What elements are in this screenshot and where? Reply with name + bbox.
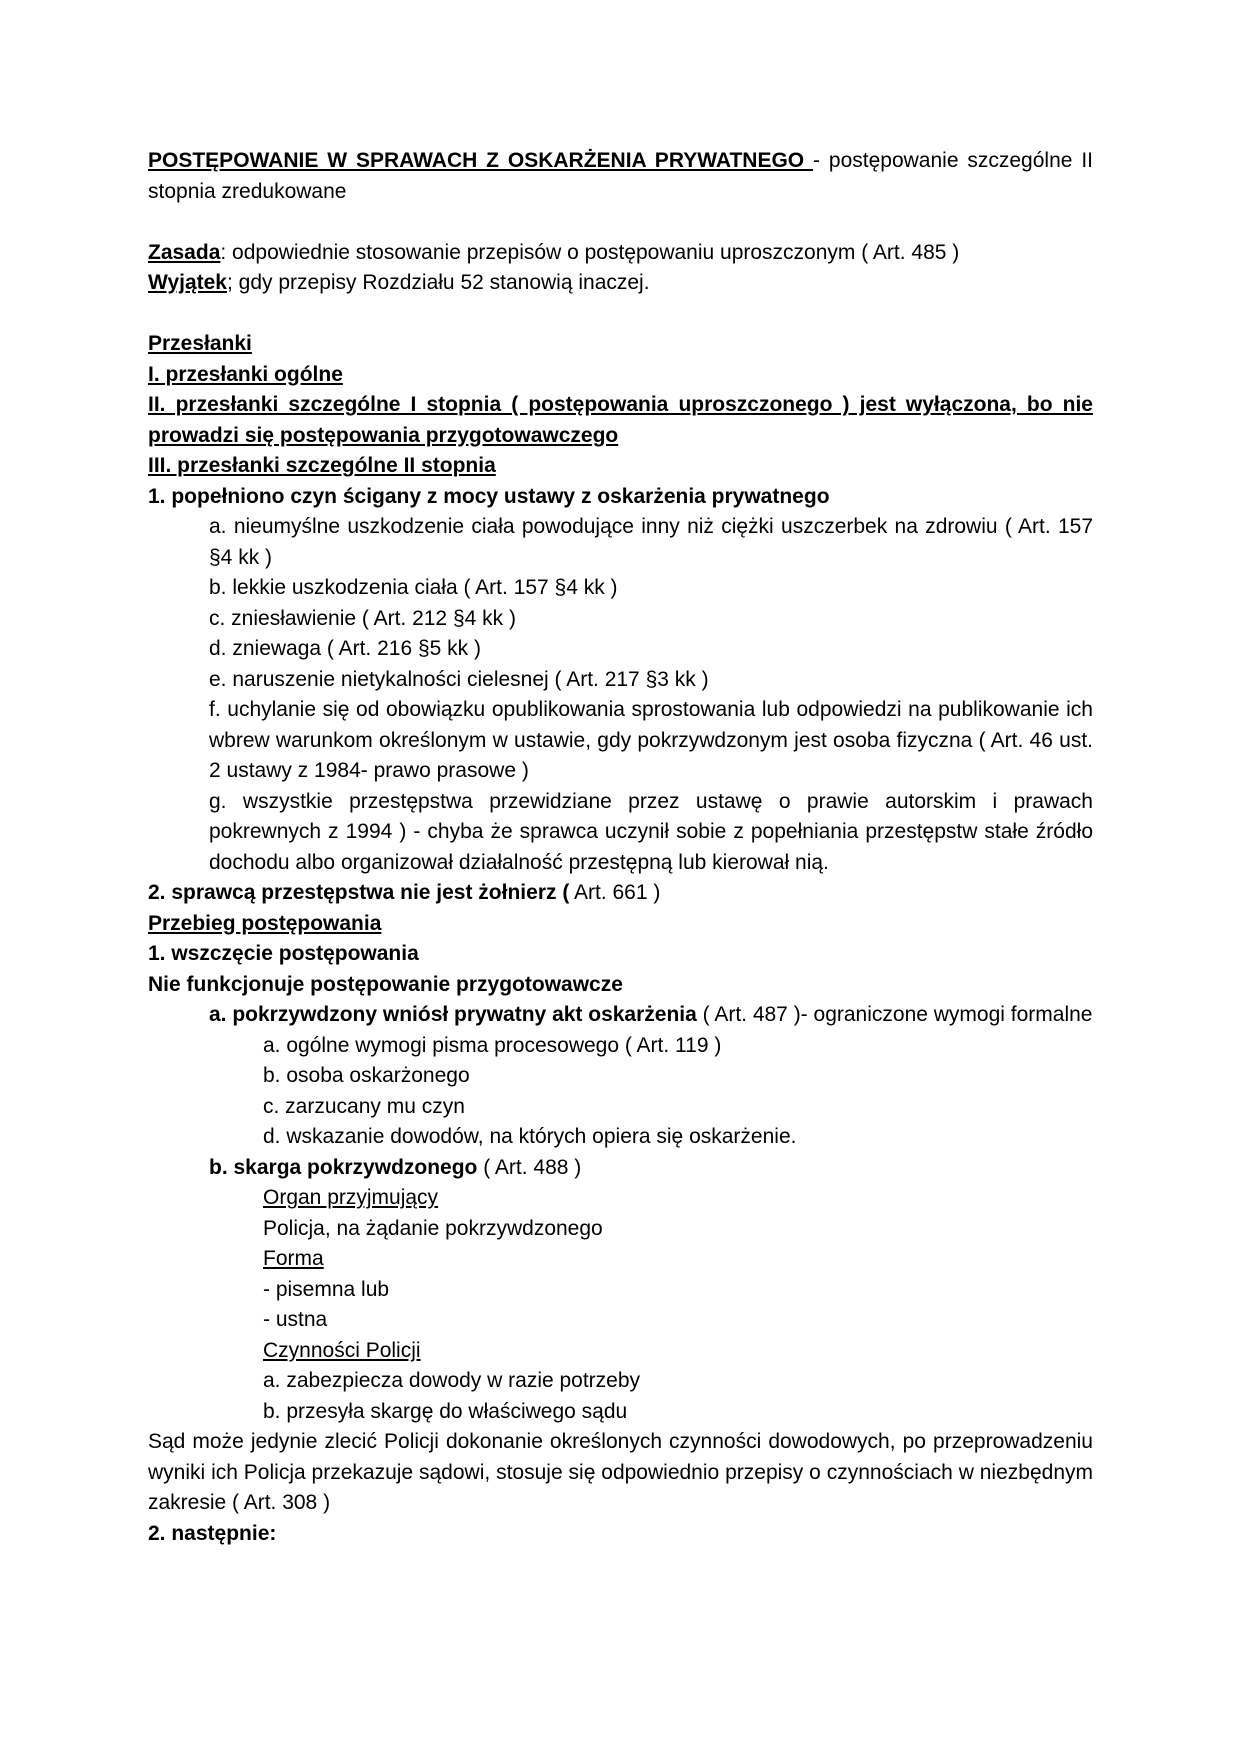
point-1-heading: 1. popełniono czyn ścigany z mocy ustawy z oskarżenia prywatnego xyxy=(148,484,830,508)
akt-oskarzenia-line xyxy=(148,1000,1093,1031)
nastepnie-heading: 2. następnie: xyxy=(148,1521,277,1545)
czynnosci-item: b. przesyła skargę do właściwego sądu xyxy=(263,1399,628,1423)
offence-item-f: f. uchylanie się od obowiązku opublikowania sprostowania lub odpowiedzi na publikowanie ich wbrew warunkom określonym w ustawie, gdy pokrzywdzonym jest osoba fizyczna ( Art. 46 ust. 2 ustawy z 1984- prawo prasowe ) xyxy=(209,698,1093,782)
point-2-rest: Art. 661 ) xyxy=(569,881,661,904)
spacer xyxy=(148,207,1093,238)
nie-funkcjonuje-line: Nie funkcjonuje postępowanie przygotowawcze xyxy=(148,972,623,996)
point-2-bold: 2. sprawcą przestępstwa nie jest żołnierz ( xyxy=(148,881,570,904)
zasada-text: : odpowiednie stosowanie przepisów o postępowaniu uproszczonym ( Art. 485 ) xyxy=(220,240,960,264)
przeslanki-heading: Przesłanki xyxy=(148,332,252,355)
organ-text: Policja, na żądanie pokrzywdzonego xyxy=(263,1216,603,1240)
organ-label: Organ przyjmujący xyxy=(263,1186,439,1209)
offence-item-e: e. naruszenie nietykalności cielesnej ( Art. 217 §3 kk ) xyxy=(209,667,709,691)
point-2-line xyxy=(148,878,1093,909)
czynnosci-label: Czynności Policji xyxy=(263,1338,421,1362)
przebieg-heading: Przebieg postępowania xyxy=(148,911,382,935)
wszczecie-heading: 1. wszczęcie postępowania xyxy=(148,942,419,965)
spacer xyxy=(148,299,1093,330)
wyjatek-line xyxy=(148,268,1093,299)
offence-item-d: d. zniewaga ( Art. 216 §5 kk ) xyxy=(209,637,481,660)
offence-item-a: a. nieumyślne uszkodzenie ciała powodujące inny niż ciężki uszczerbek na zdrowiu ( Art. 157 §4 kk ) xyxy=(209,515,1093,569)
wymogi-item: d. wskazanie dowodów, na których opiera się oskarżenie. xyxy=(263,1125,797,1148)
offence-item-g: g. wszystkie przestępstwa przewidziane przez ustawę o prawie autorskim i prawach pokrewnych z 1994 ) - chyba że sprawca uczynił sobie z popełniania przestępstw stałe źródło dochodu albo organizował działalność przestępną lub kierował nią. xyxy=(209,789,1093,874)
skarga-bold: b. skarga pokrzywdzonego xyxy=(209,1155,478,1179)
zasada-label: Zasada xyxy=(148,240,221,264)
forma-label: Forma xyxy=(263,1247,324,1270)
forma-item: - pisemna lub xyxy=(263,1277,390,1301)
wymogi-item: b. osoba oskarżonego xyxy=(263,1064,470,1087)
document-title xyxy=(148,146,1093,207)
wymogi-item: a. ogólne wymogi pisma procesowego ( Art. 119 ) xyxy=(263,1033,722,1057)
offence-item-b: b. lekkie uszkodzenia ciała ( Art. 157 §4 kk ) xyxy=(209,576,618,599)
wymogi-item: c. zarzucany mu czyn xyxy=(263,1094,465,1118)
sad-paragraph: Sąd może jedynie zlecić Policji dokonanie określonych czynności dowodowych, po przeprowadzeniu wyniki ich Policja przekazuje sądowi, stosuje się odpowiednio przepisy o czynnościach w niezbędnym zakresie ( Art. 308 ) xyxy=(148,1430,1093,1514)
czynnosci-item: a. zabezpiecza dowody w razie potrzeby xyxy=(263,1369,641,1392)
skarga-line xyxy=(148,1153,1093,1184)
akt-oskarzenia-bold: a. pokrzywdzony wniósł prywatny akt oskarżenia xyxy=(209,1003,697,1026)
przeslanki-szczegolne-2: III. przesłanki szczególne II stopnia xyxy=(148,454,496,477)
akt-oskarzenia-rest: ( Art. 487 )- ograniczone wymogi formalne xyxy=(696,1003,1093,1026)
forma-item: - ustna xyxy=(263,1308,328,1331)
title-heading: POSTĘPOWANIE W SPRAWACH Z OSKARŻENIA PRYWATNEGO xyxy=(148,149,814,172)
przeslanki-szczegolne-1: II. przesłanki szczególne I stopnia ( postępowania uproszczonego ) jest wyłączona, bo nie prowadzi się postępowania przygotowawczego xyxy=(148,393,1093,447)
przeslanki-ogolne: I. przesłanki ogólne xyxy=(148,362,343,386)
zasada-line xyxy=(148,238,1093,269)
offence-item-c: c. zniesławienie ( Art. 212 §4 kk ) xyxy=(209,606,516,630)
title-subtitle: - postępowanie szczególne II stopnia zredukowane xyxy=(148,149,1093,203)
skarga-rest: ( Art. 488 ) xyxy=(477,1155,582,1179)
wyjatek-label: Wyjątek xyxy=(148,271,227,294)
wyjatek-text: ; gdy przepisy Rozdziału 52 stanowią inaczej. xyxy=(227,271,650,294)
